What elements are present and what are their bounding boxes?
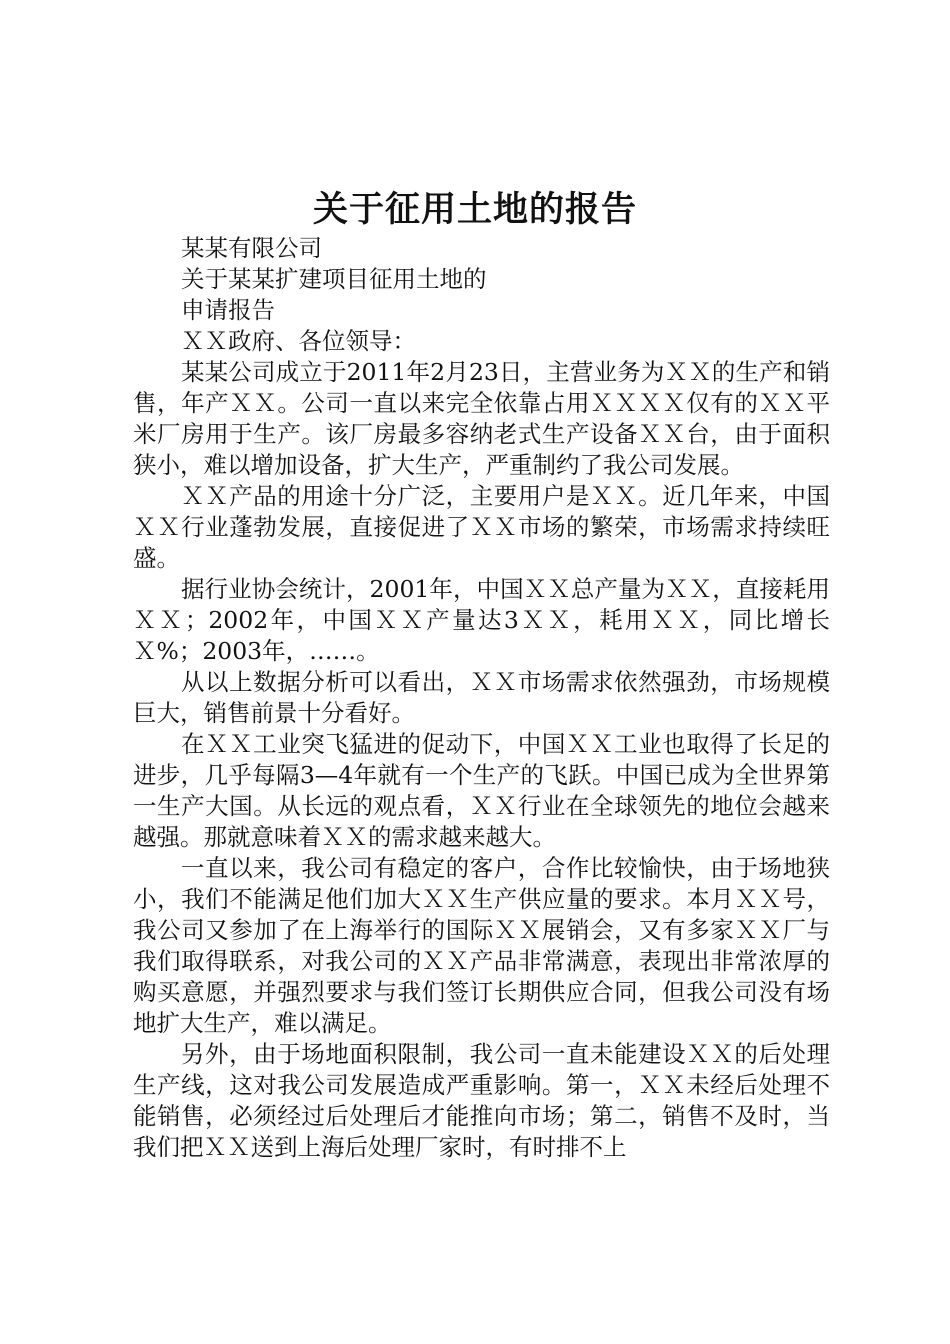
paragraph: 从以上数据分析可以看出，ＸＸ市场需求依然强劲，市场规模巨大，销售前景十分看好。 — [133, 668, 830, 727]
paragraph: ＸＸ产品的用途十分广泛，主要用户是ＸＸ。近几年来，中国ＸＸ行业蓬勃发展，直接促进了ＸＸ市场的繁荣，市场需求持续旺盛。 — [133, 482, 830, 572]
paragraph: 一直以来，我公司有稳定的客户，合作比较愉快，由于场地狭小，我们不能满足他们加大ＸＸ生产供应量的要求。本月ＸＸ号，我公司又参加了在上海举行的国际ＸＸ展销会，又有多家ＸＸ厂与我们取得联系，对我公司的ＸＸ产品非常满意，表现出非常浓厚的购买意愿，并强烈要求与我们签订长期供应合同，但我公司没有场地扩大生产，难以满足。 — [133, 854, 830, 1037]
subject-line: 关于某某扩建项目征用土地的 — [181, 265, 487, 293]
subject-line-2: 申请报告 — [181, 296, 275, 324]
paragraph: 某某公司成立于2011年2月23日，主营业务为ＸＸ的生产和销售，年产ＸＸ。公司一直以来完全依靠占用ＸＸＸＸ仅有的ＸＸ平米厂房用于生产。该厂房最多容纳老式生产设备ＸＸ台，由于面积狭小，难以增加设备，扩大生产，严重制约了我公司发展。 — [133, 358, 830, 479]
company-name: 某某有限公司 — [181, 234, 322, 262]
salutation: ＸＸ政府、各位领导： — [181, 327, 416, 355]
paragraph: 在ＸＸ工业突飞猛进的促动下，中国ＸＸ工业也取得了长足的进步，几乎每隔3—4年就有一个生产的飞跃。中国已成为全世界第一生产大国。从长远的观点看，ＸＸ行业在全球领先的地位会越来越强。那就意味着ＸＸ的需求越来越大。 — [133, 730, 830, 851]
paragraph: 据行业协会统计，2001年，中国ＸＸ总产量为ＸＸ，直接耗用ＸＸ；2002年，中国ＸＸ产量达3ＸＸ，耗用ＸＸ，同比增长Ｘ%；2003年，……。 — [133, 575, 830, 665]
document-title: 关于征用土地的报告 — [312, 189, 637, 230]
document-body — [133, 233, 830, 1163]
paragraph: 另外，由于场地面积限制，我公司一直未能建设ＸＸ的后处理生产线，这对我公司发展造成严重影响。第一，ＸＸ未经后处理不能销售，必须经过后处理后才能推向市场；第二，销售不及时，当我们把ＸＸ送到上海后处理厂家时，有时排不上 — [133, 1040, 830, 1161]
